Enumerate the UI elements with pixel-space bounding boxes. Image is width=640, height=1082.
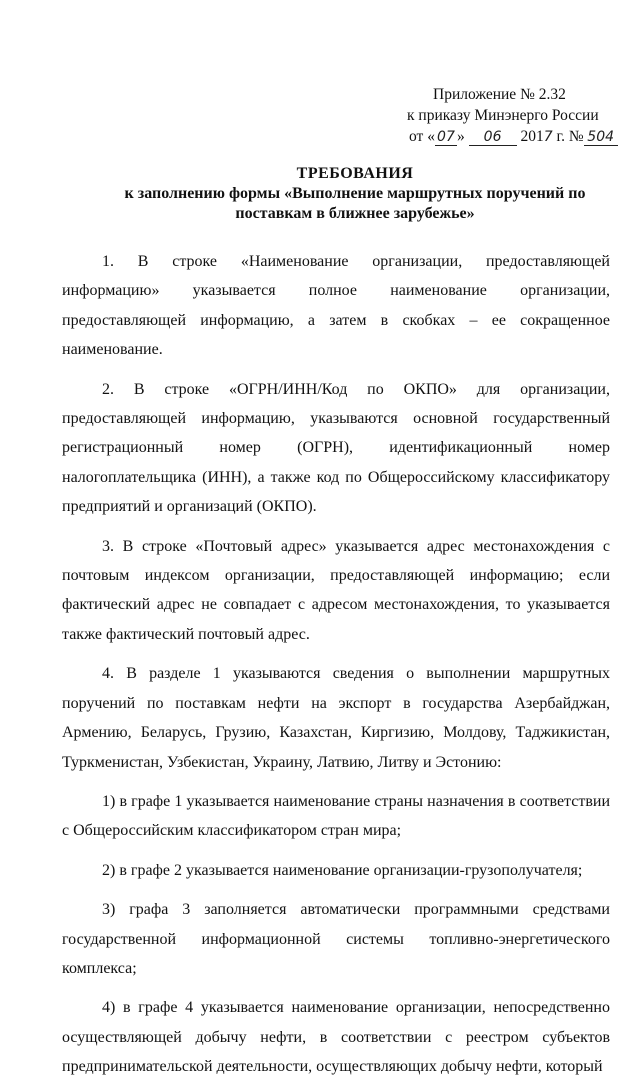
title-heading: ТРЕБОВАНИЯ: [296, 165, 414, 182]
date-prefix: от «: [409, 128, 435, 145]
handwritten-month: 06: [469, 129, 517, 146]
list-item-3: 3) графа 3 заполняется автоматически программными средствами государственной информационной системы топливно-энергетического комплекса;: [62, 901, 610, 977]
title-subheading: к заполнению формы «Выполнение маршрутных поручений по поставкам в ближнее зарубежье»: [124, 185, 586, 222]
document-title: [120, 164, 590, 224]
document-body: [62, 247, 610, 1082]
appendix-number: Приложение № 2.32: [433, 86, 566, 103]
paragraph-2: 2. В строке «ОГРН/ИНН/Код по ОКПО» для организации, предоставляющей информацию, указываются основной государственный регистрационный номер (ОГРН), идентификационный номер налогоплательщика (ИНН), а также код по Общероссийскому классификатору предприятий и организаций (ОКПО).: [62, 380, 610, 516]
order-reference: к приказу Минэнерго России: [407, 107, 599, 124]
paragraph-4: 4. В разделе 1 указываются сведения о выполнении маршрутных поручений по поставкам нефти на экспорт в государства Азербайджан, Армению, Беларусь, Грузию, Казахстан, Киргизию, Молдову, Таджикистан, Туркменистан, Узбекистан, Украину, Латвию, Литву и Эстонию:: [62, 665, 610, 771]
order-date-number: [405, 126, 615, 148]
list-item-4: 4) в графе 4 указывается наименование организации, непосредственно осуществляющей добычу нефти, в соответствии с реестром субъектов предпринимательской деятельности, осуществляющих добычу нефти, который: [62, 999, 610, 1076]
year-prefix: 201: [520, 128, 544, 145]
paragraph-3: 3. В строке «Почтовый адрес» указывается адрес местонахождения с почтовым индексом организации, предоставляющей информацию; если фактический адрес не совпадает с адресом местонахождения, то указывается также фактический почтовый адрес.: [62, 537, 610, 643]
appendix-header: [405, 84, 615, 148]
paragraph-1: 1. В строке «Наименование организации, предоставляющей информацию» указывается полное наименование организации, предоставляющей информацию, а затем в скобках – ее сокращенное наименование.: [62, 253, 610, 359]
handwritten-year-digit: 7: [543, 129, 553, 145]
list-item-2: 2) в графе 2 указывается наименование организации-грузополучателя;: [102, 861, 583, 879]
handwritten-day: 07: [435, 129, 457, 146]
list-item-1: 1) в графе 1 указывается наименование страны назначения в соответствии с Общероссийским классификатором стран мира;: [62, 792, 610, 840]
date-quote: »: [456, 128, 465, 145]
year-suffix: г. №: [552, 128, 584, 145]
handwritten-order-number: 504: [584, 129, 618, 146]
